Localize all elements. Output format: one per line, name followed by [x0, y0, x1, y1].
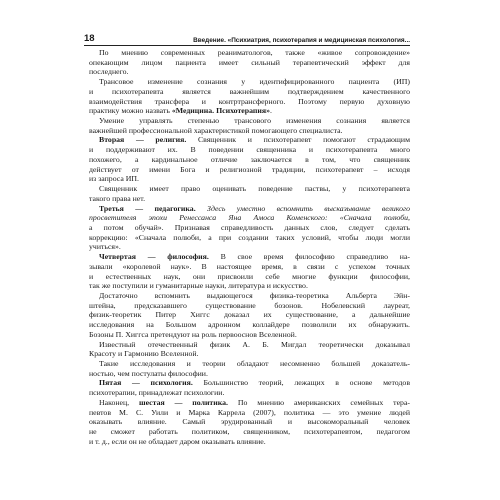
text-line	[89, 272, 410, 282]
text-line	[89, 388, 410, 398]
text-line	[89, 116, 410, 126]
text-span: и т. д., если он не обладает даром оказывать влияние.	[89, 436, 266, 446]
bold-text: Вторая — религия.	[99, 135, 187, 145]
paragraph-p5	[89, 184, 410, 203]
text-span: и поддерживают их. В поведении священника и психотерапевта много	[89, 145, 410, 155]
text-span: Священник и психотерапевт помогают страдающим	[186, 135, 410, 145]
text-line	[89, 340, 410, 350]
text-span: оказывать влияние. Самый эрудированный и высокоморальный человек	[89, 417, 410, 427]
text-line	[89, 281, 410, 291]
text-line	[89, 58, 410, 68]
text-line	[89, 417, 410, 427]
paragraph-p3	[89, 116, 410, 135]
text-line	[89, 252, 410, 262]
text-line	[89, 427, 410, 437]
text-span: Наконец,	[99, 397, 140, 407]
text-line	[89, 349, 410, 359]
text-line	[89, 48, 410, 58]
text-span: коррекцию: «Сначала полюби, а при создании таких условий, чтобы люди могли	[89, 232, 410, 242]
paragraph-p9	[89, 340, 410, 359]
text-line	[89, 398, 410, 408]
text-span: взаимодействия трансфера и контртрансферного. Поэтому первую духовную	[89, 96, 410, 106]
text-span: Умение управлять степенью трансового изменения сознания является	[99, 116, 410, 126]
text-span: похожего, а кардинальное отличие заключается в том, что священник	[89, 154, 410, 164]
text-line	[89, 262, 410, 272]
text-span: В свое время философию справедливо на-	[208, 252, 410, 262]
text-line	[89, 145, 410, 155]
paragraph-p4	[89, 135, 410, 184]
bold-text: шестая — политика.	[139, 397, 228, 407]
text-span: учиться».	[89, 242, 121, 252]
text-line	[89, 213, 410, 223]
text-span: Достаточно вспомнить выдающегося физика-теоретика Альберта Эйн-	[99, 290, 410, 300]
text-span: Большинство теорий, лежащих в основе методов	[192, 378, 410, 388]
page-number: 18	[84, 33, 95, 44]
text-line	[89, 242, 410, 252]
text-span: певтов М. С. Уили и Марка Каррела (2007), политика — это умение людей	[89, 407, 410, 417]
text-line	[89, 233, 410, 243]
paragraph-p7	[89, 252, 410, 291]
text-span: По мнению американских семейных тера-	[227, 397, 410, 407]
running-header	[84, 33, 410, 46]
text-line	[89, 301, 410, 311]
bold-text: Четвертая — философия.	[99, 252, 209, 262]
italic-text: просветителя эпохи Ренессанса Яна Амоса Коменского: «Сначала полюби,	[89, 213, 410, 223]
text-line	[89, 359, 410, 369]
paragraph-p1	[89, 48, 410, 77]
text-line	[89, 320, 410, 330]
text-line	[89, 310, 410, 320]
text-line	[89, 135, 410, 145]
text-line	[89, 77, 410, 87]
text-span: Такие исследования и теории обладают несомненно большей доказатель-	[99, 359, 410, 368]
paragraph-p6	[89, 204, 410, 253]
paragraph-p8	[89, 291, 410, 340]
text-span: так же поступили и гуманитарные науки, литература и искусство.	[89, 281, 308, 291]
main-text	[89, 48, 410, 446]
text-line	[89, 291, 410, 301]
text-line	[89, 174, 410, 184]
text-span: и естественных наук, они присвоили себе многие функции философии,	[89, 271, 410, 281]
text-span: психотерапии, принадлежат психологии.	[89, 388, 225, 398]
text-line	[89, 408, 410, 418]
text-span: Бозоны П. Хиггса претендуют на роль первооснов Вселенной.	[89, 329, 297, 339]
italic-text: Здесь уместно вспомнить высказывание великого	[195, 203, 410, 213]
bold-text: Пятая — психология.	[99, 378, 193, 388]
paragraph-p11	[89, 378, 410, 397]
text-span: такого права нет.	[89, 193, 146, 203]
text-line	[89, 97, 410, 107]
text-line	[89, 106, 410, 116]
text-line	[89, 369, 410, 379]
paragraph-p10	[89, 359, 410, 378]
text-span: действует от имени Бога и религиозной традиции, психотерапевт – исходя	[89, 164, 410, 174]
text-span: и психотерапевта является важнейшим подтверждением качественного	[89, 86, 410, 96]
text-span: .	[270, 106, 272, 116]
text-span: а потом обучай». Признавая справедливость данных слов, следует сделать	[89, 222, 410, 232]
text-span: последнего.	[89, 67, 129, 77]
text-span: из запроса ИП.	[89, 174, 139, 184]
text-line	[89, 184, 410, 194]
text-span: ностью, чем постулаты философии.	[89, 368, 208, 378]
text-span: исследования на Большом адронном коллайдере позволили их обнаружить.	[89, 320, 410, 330]
text-span: практику можно назвать	[89, 106, 172, 116]
text-span: физик-теоретик Питер Хиггс доказал их существование, а дальнейшие	[89, 310, 410, 320]
text-span: зывали «королевой наук». В настоящее время, в связи с успехом точных	[89, 261, 410, 271]
text-line	[89, 165, 410, 175]
text-span: Священник имеет право оценивать поведение паствы, у психотерапевта	[99, 184, 410, 194]
text-span: не сможет работать политиком, священником, психотерапевтом, педагогом	[89, 427, 410, 437]
text-span: Трансовое изменение сознания у идентифицированного пациента (ИП)	[99, 77, 410, 87]
running-title: Введение. «Психиатрия, психотерапия и медицинская психология...	[193, 37, 410, 44]
text-line	[89, 155, 410, 165]
text-span: опекающим лицом пациента имеет сильный терапевтический эффект для	[89, 57, 410, 67]
paragraph-p12	[89, 398, 410, 447]
text-line	[89, 437, 410, 447]
text-span: важнейшей профессиональной характеристикой помогающего специалиста.	[89, 125, 343, 135]
bold-text: Третья — педагогика.	[99, 203, 196, 213]
text-line	[89, 87, 410, 97]
text-line	[89, 223, 410, 233]
text-line	[89, 126, 410, 136]
text-line	[89, 204, 410, 214]
text-line	[89, 378, 410, 388]
text-span: Известный отечественный физик А. Б. Мигдал теоретически доказывал	[99, 339, 410, 349]
text-span: Красоту и Гармонию Вселенной.	[89, 349, 199, 359]
text-line	[89, 330, 410, 340]
text-line	[89, 194, 410, 204]
bold-text: «Медицина. Психотерапия»	[171, 106, 271, 116]
text-span: штейна, предсказавшего существование бозонов. Нобелевский лауреат,	[89, 300, 410, 310]
paragraph-p2	[89, 77, 410, 116]
text-line	[89, 67, 410, 77]
text-span: По мнению современных реаниматологов, также «живое сопровождение»	[99, 48, 410, 57]
